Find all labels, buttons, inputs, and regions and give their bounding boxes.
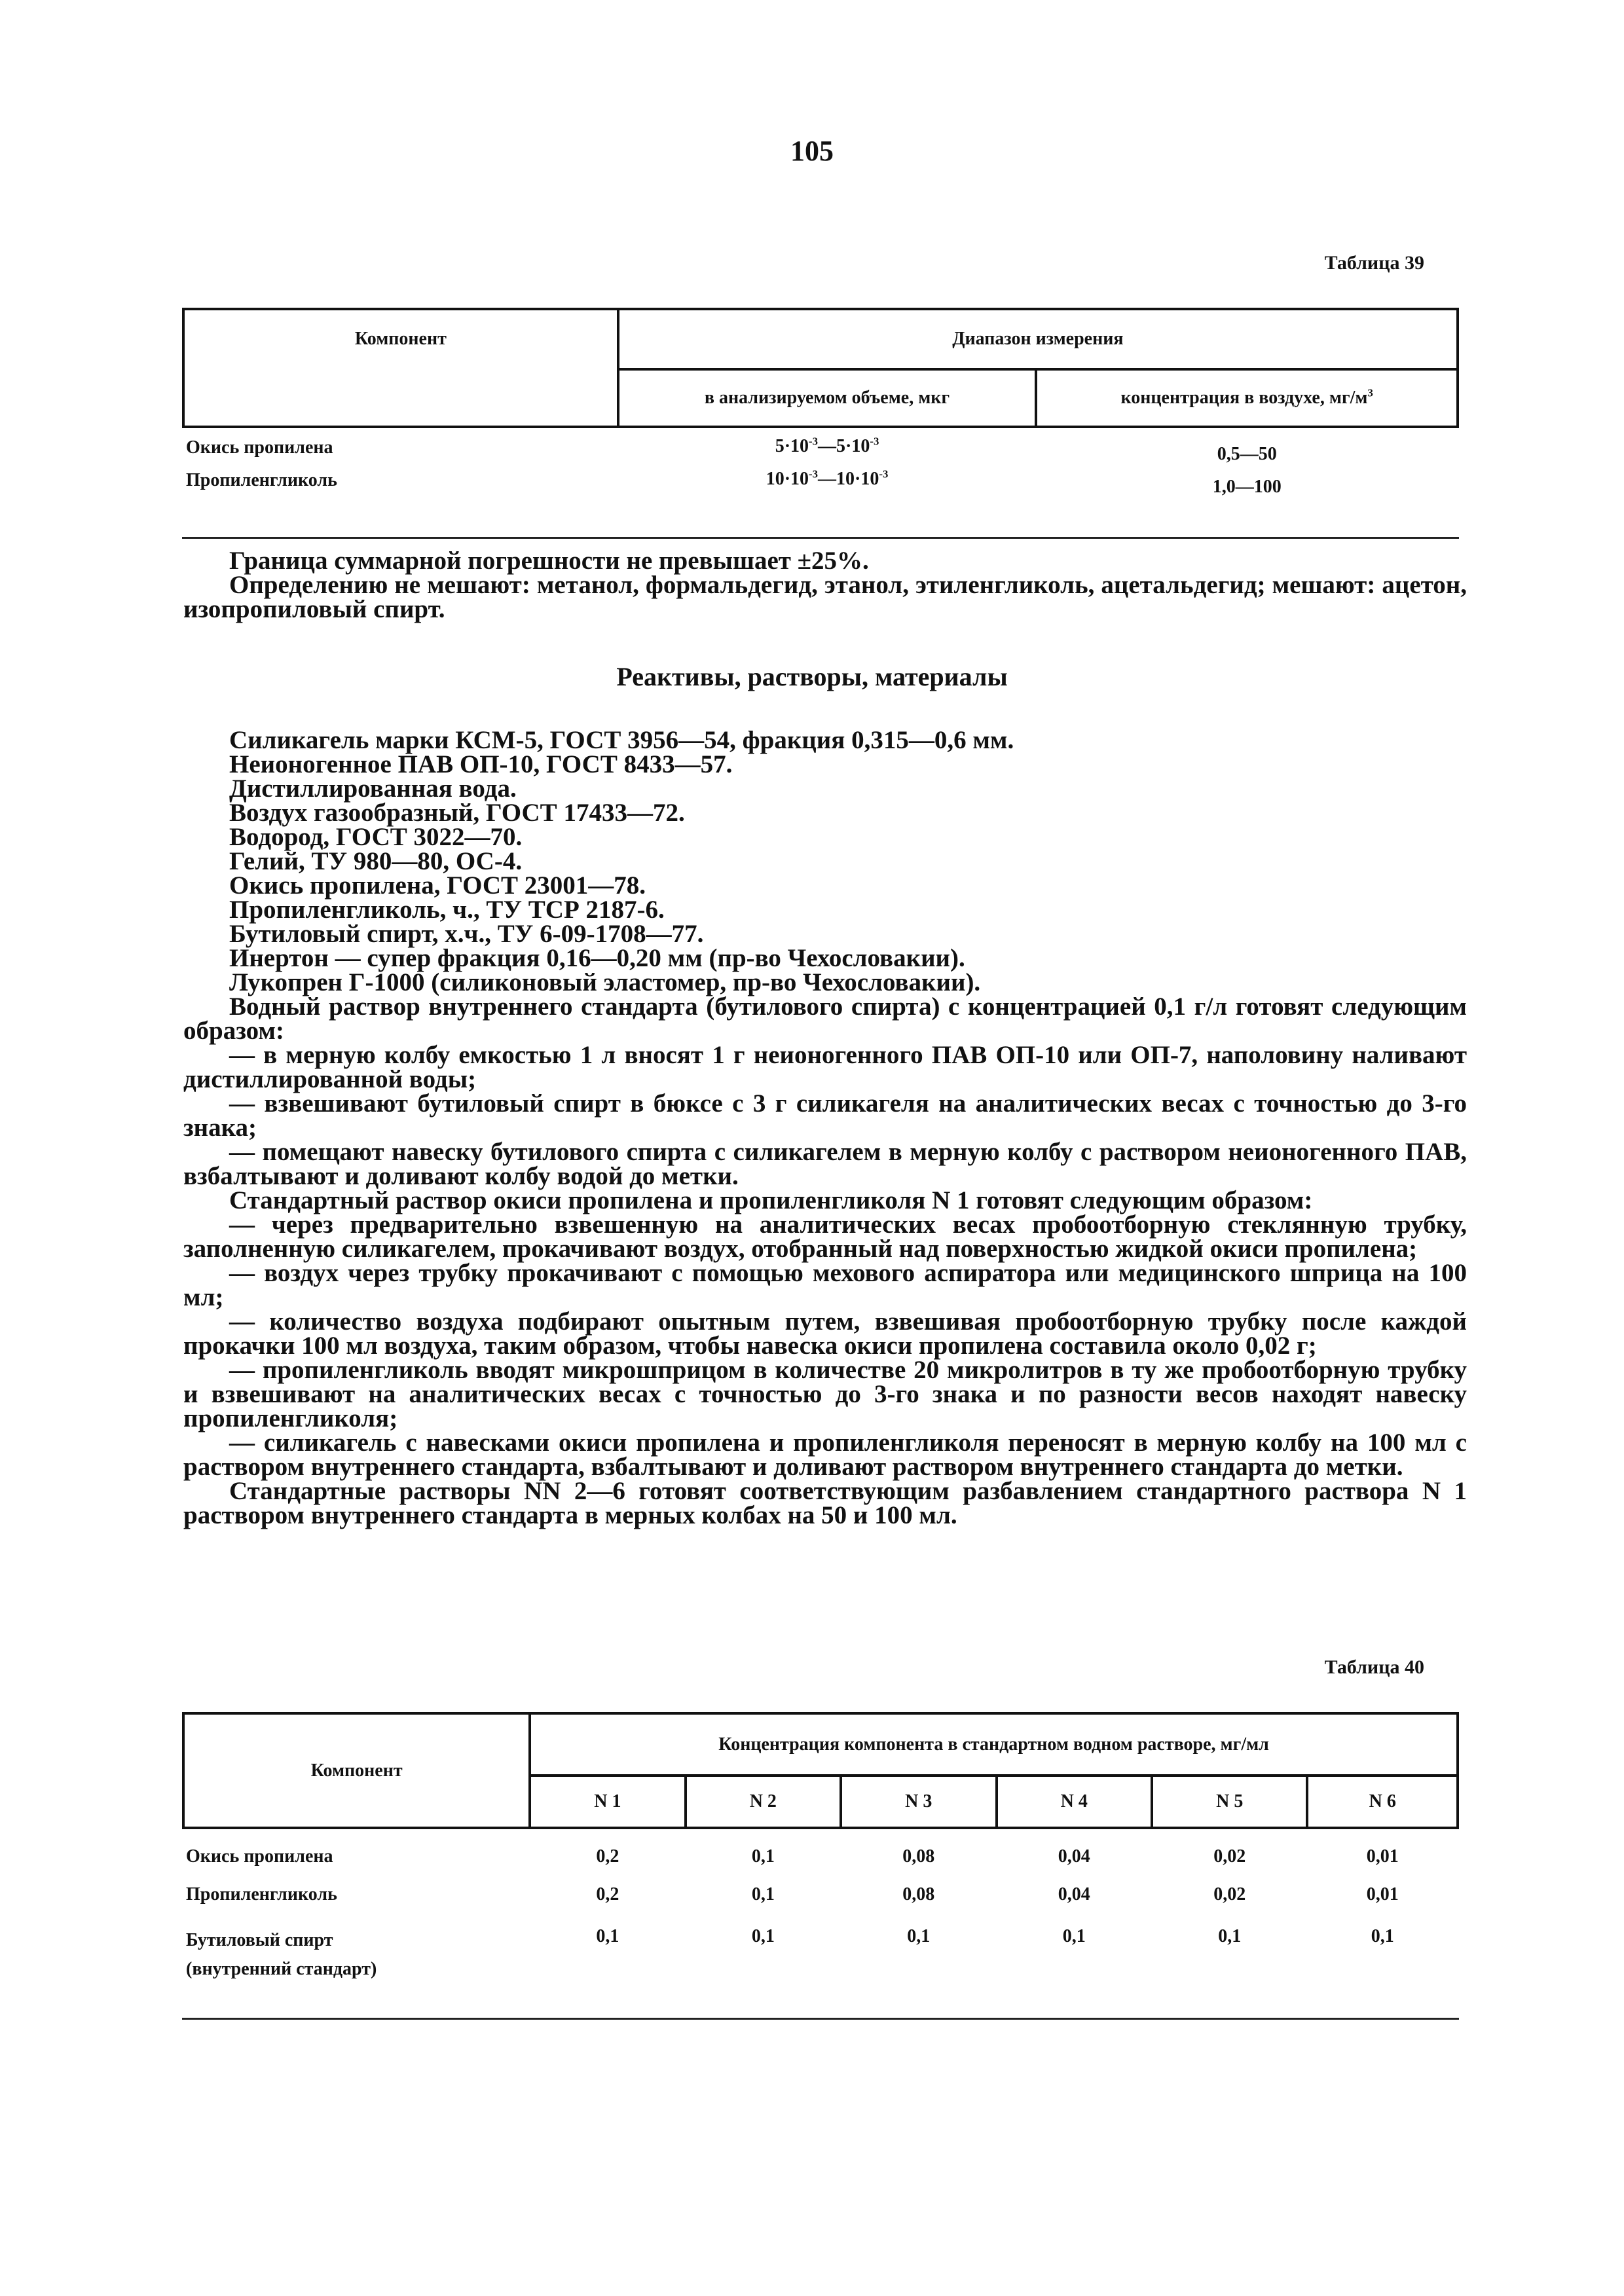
- procedure-text: [183, 994, 1467, 1527]
- procedure-paragraph: Стандартный раствор окиси пропилена и пропиленгликоля N 1 готовят следующим образом:: [229, 1186, 1313, 1214]
- table-39: [182, 308, 1459, 504]
- table-40-header-col: N 6: [1307, 1776, 1458, 1828]
- procedure-paragraph: — в мерную колбу емкостью 1 л вносят 1 г неионогенного ПАВ ОП-10 или ОП-7, наполовину наливают дистиллированной воды;: [183, 1041, 1467, 1093]
- table-40-cell: 0,1: [751, 1884, 775, 1904]
- table-39-cell-concentration: 1,0—100: [1212, 477, 1282, 497]
- procedure-paragraph: — взвешивают бутиловый спирт в бюксе с 3 г силикагеля на аналитических весах с точностью до 3-го знака;: [183, 1089, 1467, 1142]
- procedure-paragraph: — силикагель с навесками окиси пропилена и пропиленгликоля переносят в мерную колбу на 100 мл с раствором внутреннего стандарта, взбалтывают и доливают раствором внутреннего стандарта до метки.: [183, 1429, 1467, 1481]
- table-40-header-col: N 5: [1152, 1776, 1307, 1828]
- table-40-cell: 0,08: [902, 1884, 935, 1904]
- row-name-note: (внутренний стандарт): [186, 1959, 377, 1979]
- reagents-list: [183, 728, 1467, 994]
- procedure-paragraph: — помещают навеску бутилового спирта с силикагелем в мерную колбу с раствором неионогенного ПАВ, взбалтывают и доливают колбу водой до метки.: [183, 1138, 1467, 1190]
- table-39-cell-name: Окись пропилена: [186, 437, 333, 458]
- table-40-cell: 0,1: [596, 1926, 619, 1946]
- procedure-paragraph: — количество воздуха подбирают опытным путем, взвешивая пробоотборную трубку после каждой прокачки 100 мл воздуха, таким образом, чтобы навеска окиси пропилена составила около 0,02 г;: [183, 1307, 1467, 1360]
- list-item: Окись пропилена, ГОСТ 23001—78.: [229, 871, 646, 900]
- table-39-header-volume: в анализируемом объеме, мкг: [618, 369, 1037, 427]
- table-40-cell-name: [183, 1828, 530, 1868]
- table-40-cell: 0,1: [1218, 1926, 1242, 1946]
- table-row: [183, 1868, 1458, 1909]
- table-40-bottom-rule: [182, 2018, 1459, 2020]
- intro-paragraph: Граница суммарной погрешности не превышает ±25%.: [229, 547, 869, 575]
- section-title: Реактивы, растворы, материалы: [616, 662, 1008, 691]
- volume-exponent-2: -3: [870, 435, 879, 448]
- row-name: Пропиленгликоль: [186, 1884, 337, 1904]
- list-item: Дистиллированная вода.: [229, 774, 517, 803]
- row-name: Бутиловый спирт: [186, 1930, 333, 1950]
- table-40-cell: 0,02: [1213, 1884, 1246, 1904]
- volume-mantissa-2: —10·10: [818, 469, 879, 489]
- procedure-paragraph: Стандартные растворы NN 2—6 готовят соответствующим разбавлением стандартного раствора N 1 раствором внутреннего стандарта в мерных колбах на 50 и 100 мл.: [183, 1477, 1467, 1529]
- volume-mantissa: 5·10: [775, 436, 809, 456]
- procedure-paragraph: Водный раствор внутреннего стандарта (бутилового спирта) с концентрацией 0,1 г/л готовят следующим образом:: [183, 993, 1467, 1045]
- table-40-cell-name: [183, 1868, 530, 1909]
- list-item: Водород, ГОСТ 3022—70.: [229, 823, 523, 851]
- procedure-paragraph: — через предварительно взвешенную на аналитических весах пробоотборную стеклянную трубку, заполненную силикагелем, прокачивают воздух, отобранный над поверхностью жидкой окиси пропилена;: [183, 1211, 1467, 1263]
- table-row: [183, 427, 1458, 465]
- table-40-cell: 0,02: [1213, 1846, 1246, 1867]
- table-40-header-concentration: Концентрация компонента в стандартном водном растворе, мг/мл: [530, 1713, 1458, 1776]
- table-40-cell: 0,2: [596, 1884, 619, 1904]
- volume-mantissa-2: —5·10: [818, 436, 870, 456]
- table-39-bottom-rule: [182, 537, 1459, 539]
- table-39-cell-concentration: 0,5—50: [1217, 444, 1277, 464]
- table-40-header-col: N 3: [841, 1776, 996, 1828]
- table-39-cell-name: Пропиленгликоль: [186, 470, 337, 490]
- table-40-cell: 0,01: [1366, 1884, 1399, 1904]
- list-item: Бутиловый спирт, х.ч., ТУ 6-09-1708—77.: [229, 920, 704, 948]
- volume-exponent-2: -3: [879, 467, 889, 481]
- procedure-paragraph: — пропиленгликоль вводят микрошприцом в количестве 20 микролитров в ту же пробоотборную трубку и взвешивают на аналитических весах с точностью до 3-го знака и по разности весов находят навеску пропиленгликоля;: [183, 1356, 1467, 1432]
- procedure-paragraph: — воздух через трубку прокачивают с помощью мехового аспиратора или медицинского шприца на 100 мл;: [183, 1259, 1467, 1311]
- intro-paragraph: Определению не мешают: метанол, формальдегид, этанол, этиленгликоль, ацетальдегид; мешают: ацетон, изопропиловый спирт.: [183, 571, 1467, 623]
- table-40-cell: 0,1: [1062, 1926, 1086, 1946]
- list-item: Гелий, ТУ 980—80, ОС-4.: [229, 847, 523, 875]
- volume-exponent: -3: [809, 435, 819, 448]
- table-40-header-col: N 1: [530, 1776, 685, 1828]
- volume-mantissa: 10·10: [766, 469, 809, 489]
- list-item: Пропиленгликоль, ч., ТУ ТСР 2187-6.: [229, 896, 665, 924]
- table-row: [183, 1909, 1458, 1984]
- list-item: Неионогенное ПАВ ОП-10, ГОСТ 8433—57.: [229, 750, 733, 778]
- table-40-cell-name: [183, 1909, 530, 1984]
- table-40-cell: 0,1: [751, 1846, 775, 1867]
- table-40-cell: 0,1: [751, 1926, 775, 1946]
- table-row: [183, 465, 1458, 504]
- table-40-header-col: N 4: [997, 1776, 1152, 1828]
- list-item: Воздух газообразный, ГОСТ 17433—72.: [229, 799, 685, 827]
- table-40-cell: 0,2: [596, 1846, 619, 1867]
- table-row: [183, 1828, 1458, 1868]
- table-40-caption: Таблица 40: [1324, 1656, 1424, 1678]
- table-40-cell: 0,04: [1058, 1884, 1090, 1904]
- table-40-cell: 0,1: [907, 1926, 931, 1946]
- table-39-cell-volume: [618, 465, 1037, 504]
- list-item: Инертон — супер фракция 0,16—0,20 мм (пр-во Чехословакии).: [229, 944, 965, 972]
- table-39-header-concentration: [1036, 369, 1458, 427]
- table-40-cell: 0,04: [1058, 1846, 1090, 1867]
- table-39-caption: Таблица 39: [1324, 252, 1424, 274]
- intro-text: [183, 549, 1467, 621]
- table-39-header-concentration-sup: 3: [1367, 386, 1373, 399]
- table-40-cell: 0,08: [902, 1846, 935, 1867]
- table-40-cell: 0,1: [1371, 1926, 1394, 1946]
- table-40-header-component: Компонент: [183, 1713, 530, 1828]
- table-39-header-component: Компонент: [183, 309, 618, 427]
- table-40: [182, 1712, 1459, 1984]
- table-40-header-col: N 2: [686, 1776, 841, 1828]
- volume-exponent: -3: [809, 467, 819, 481]
- page-number: 105: [790, 135, 834, 167]
- table-40-cell: 0,01: [1366, 1846, 1399, 1867]
- table-39-header-concentration-text: концентрация в воздухе, мг/м: [1120, 388, 1368, 408]
- table-39-cell-volume: [618, 427, 1037, 465]
- table-39-header-range: Диапазон измерения: [618, 309, 1458, 369]
- list-item: Силикагель марки КСМ-5, ГОСТ 3956—54, фракция 0,315—0,6 мм.: [229, 726, 1014, 754]
- row-name: Окись пропилена: [186, 1846, 333, 1867]
- list-item: Лукопрен Г-1000 (силиконовый эластомер, пр-во Чехословакии).: [229, 968, 981, 996]
